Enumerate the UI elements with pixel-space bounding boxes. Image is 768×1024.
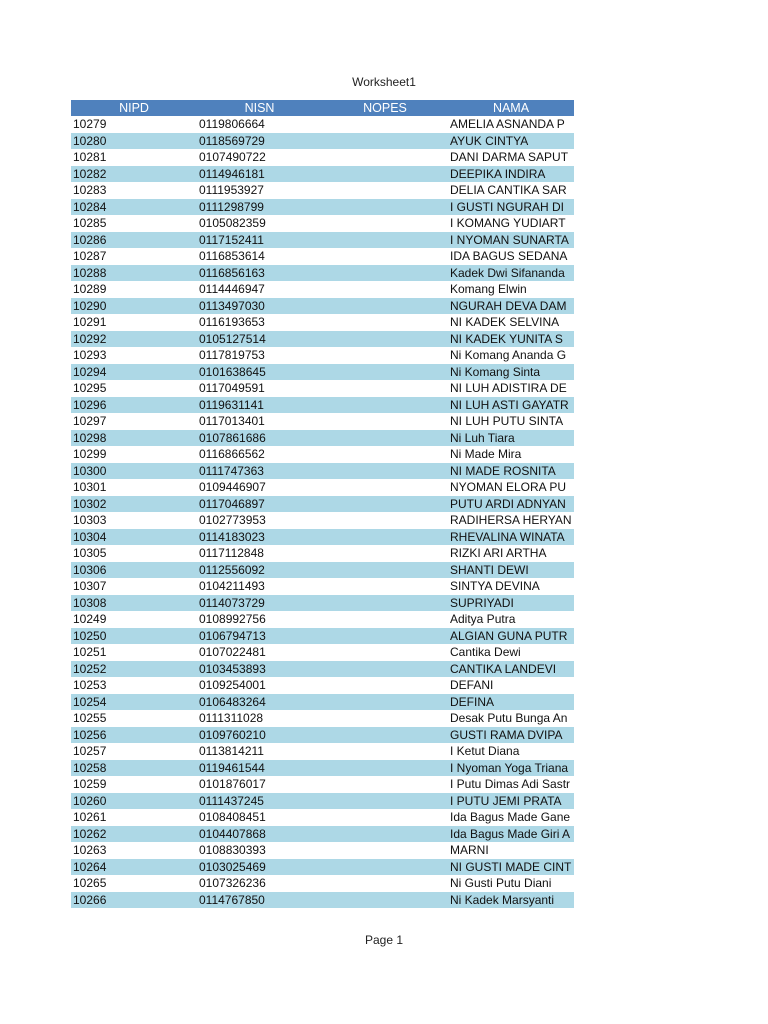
table-row: [71, 710, 574, 727]
cell-nipd[interactable]: 10280: [71, 133, 197, 150]
cell-nama[interactable]: Kadek Dwi Sifananda: [448, 265, 574, 282]
table-row: [71, 512, 574, 529]
table-row: [71, 133, 574, 150]
cell-nipd[interactable]: 10254: [71, 694, 197, 711]
cell-nama[interactable]: MARNI: [450, 843, 489, 858]
cell-nipd[interactable]: 10292: [71, 331, 197, 348]
table-row: [71, 611, 574, 628]
cell-nisn[interactable]: 0117152411: [197, 232, 322, 249]
table-row: [71, 314, 574, 331]
table-row: [71, 166, 574, 183]
table-row: [71, 248, 574, 265]
table-row: [71, 628, 574, 645]
table-row: [71, 281, 574, 298]
cell-nipd[interactable]: 10261: [73, 810, 107, 825]
cell-nopes[interactable]: [322, 892, 448, 909]
cell-nopes[interactable]: [322, 760, 448, 777]
cell-nopes[interactable]: [322, 496, 448, 513]
cell-nisn[interactable]: 0103025469: [197, 859, 322, 876]
cell-nama[interactable]: NI KADEK YUNITA S: [448, 331, 574, 348]
cell-nipd[interactable]: 10282: [71, 166, 197, 183]
table-row: [71, 331, 574, 348]
cell-nama[interactable]: CANTIKA LANDEVI: [448, 661, 574, 678]
cell-nama[interactable]: I KOMANG YUDIART: [450, 216, 566, 231]
table-row: [71, 116, 574, 133]
table-row: [71, 694, 574, 711]
cell-nopes[interactable]: [322, 809, 448, 826]
cell-nipd[interactable]: 10253: [73, 678, 107, 693]
cell-nipd[interactable]: 10290: [71, 298, 197, 315]
cell-nisn[interactable]: 0114946181: [197, 166, 322, 183]
cell-nisn[interactable]: 0119461544: [197, 760, 322, 777]
page-number: Page 1: [364, 933, 404, 947]
cell-nama[interactable]: NI KADEK SELVINA: [450, 315, 560, 330]
cell-nama[interactable]: Ni Gusti Putu Diani: [450, 876, 552, 891]
table-row: [71, 496, 574, 513]
cell-nisn[interactable]: 0107326236: [199, 876, 266, 891]
cell-nama[interactable]: ALGIAN GUNA PUTR: [448, 628, 574, 645]
cell-nama[interactable]: I Putu Dimas Adi Sastr: [450, 777, 571, 792]
cell-nisn[interactable]: 0106483264: [197, 694, 322, 711]
cell-nipd[interactable]: 10308: [71, 595, 197, 612]
cell-nopes[interactable]: [322, 446, 448, 463]
column-header-nama[interactable]: NAMA: [448, 100, 574, 116]
cell-nama[interactable]: NYOMAN ELORA PU: [450, 480, 567, 495]
table-row: [71, 347, 574, 364]
cell-nama[interactable]: NI LUH ASTI GAYATR: [448, 397, 574, 414]
table-row: [71, 661, 574, 678]
cell-nopes[interactable]: [322, 842, 448, 859]
table-row: [71, 875, 574, 892]
cell-nipd[interactable]: 10300: [71, 463, 197, 480]
cell-nopes[interactable]: [322, 166, 448, 183]
cell-nipd[interactable]: 10284: [71, 199, 197, 216]
cell-nama[interactable]: Ni Kadek Marsyanti: [448, 892, 574, 909]
cell-nisn[interactable]: 0101638645: [197, 364, 322, 381]
cell-nisn[interactable]: 0108992756: [199, 612, 266, 627]
cell-nama[interactable]: GUSTI RAMA DVIPA: [448, 727, 574, 744]
cell-nipd[interactable]: 10288: [71, 265, 197, 282]
sheet-title: Worksheet1: [352, 75, 416, 89]
cell-nipd[interactable]: 10255: [73, 711, 107, 726]
cell-nisn[interactable]: 0114446947: [199, 282, 265, 297]
cell-nopes[interactable]: [322, 562, 448, 579]
cell-nama[interactable]: IDA BAGUS SEDANA: [450, 249, 568, 264]
cell-nopes[interactable]: [322, 776, 448, 793]
cell-nipd[interactable]: 10279: [73, 117, 107, 132]
cell-nopes[interactable]: [322, 677, 448, 694]
cell-nisn[interactable]: 0117819753: [199, 348, 265, 363]
cell-nisn[interactable]: 0113497030: [197, 298, 322, 315]
cell-nopes[interactable]: [322, 545, 448, 562]
cell-nipd[interactable]: 10266: [71, 892, 197, 909]
cell-nipd[interactable]: 10302: [71, 496, 197, 513]
cell-nipd[interactable]: 10304: [71, 529, 197, 546]
table-row: [71, 479, 574, 496]
cell-nopes[interactable]: [322, 529, 448, 546]
cell-nopes[interactable]: [322, 215, 448, 232]
table-row: [71, 809, 574, 826]
cell-nopes[interactable]: [322, 463, 448, 480]
cell-nipd[interactable]: 10306: [71, 562, 197, 579]
cell-nisn[interactable]: 0116193653: [199, 315, 265, 330]
cell-nipd[interactable]: 10251: [73, 645, 107, 660]
cell-nipd[interactable]: 10265: [73, 876, 107, 891]
table-row: [71, 562, 574, 579]
cell-nopes[interactable]: [322, 364, 448, 381]
cell-nopes[interactable]: [322, 347, 448, 364]
cell-nisn[interactable]: 0111298799: [197, 199, 322, 216]
cell-nopes[interactable]: [322, 875, 448, 892]
cell-nama[interactable]: NGURAH DEVA DAM: [448, 298, 574, 315]
cell-nopes[interactable]: [322, 298, 448, 315]
cell-nopes[interactable]: [322, 859, 448, 876]
cell-nisn[interactable]: 0104407868: [197, 826, 322, 843]
cell-nisn[interactable]: 0111953927: [199, 183, 264, 198]
cell-nopes[interactable]: [322, 512, 448, 529]
cell-nisn[interactable]: 0111747363: [197, 463, 322, 480]
table-row: [71, 578, 574, 595]
cell-nama[interactable]: DEFINA: [448, 694, 574, 711]
cell-nisn[interactable]: 0114767850: [197, 892, 322, 909]
cell-nipd[interactable]: 10249: [73, 612, 107, 627]
cell-nama[interactable]: PUTU ARDI ADNYAN: [448, 496, 574, 513]
cell-nipd[interactable]: 10264: [71, 859, 197, 876]
cell-nipd[interactable]: 10259: [73, 777, 107, 792]
table-row: [71, 842, 574, 859]
cell-nisn[interactable]: 0118569729: [197, 133, 322, 150]
table-body: [71, 116, 574, 908]
cell-nisn[interactable]: 0109254001: [199, 678, 266, 693]
cell-nisn[interactable]: 0117013401: [199, 414, 265, 429]
cell-nama[interactable]: RIZKI ARI ARTHA: [450, 546, 547, 561]
cell-nama[interactable]: SHANTI DEWI: [448, 562, 574, 579]
cell-nama[interactable]: AYUK CINTYA: [448, 133, 574, 150]
cell-nisn[interactable]: 0112556092: [197, 562, 322, 579]
cell-nopes[interactable]: [322, 232, 448, 249]
cell-nipd[interactable]: 10296: [71, 397, 197, 414]
cell-nipd[interactable]: 10285: [73, 216, 107, 231]
cell-nipd[interactable]: 10295: [73, 381, 107, 396]
cell-nopes[interactable]: [322, 413, 448, 430]
cell-nisn[interactable]: 0111311028: [199, 711, 264, 726]
cell-nisn[interactable]: 0116856163: [197, 265, 322, 282]
table-row: [71, 364, 574, 381]
cell-nama[interactable]: Ida Bagus Made Gane: [450, 810, 571, 825]
table-row: [71, 677, 574, 694]
cell-nisn[interactable]: 0117112848: [199, 546, 264, 561]
cell-nopes[interactable]: [322, 380, 448, 397]
cell-nipd[interactable]: 10291: [73, 315, 107, 330]
cell-nisn[interactable]: 0114073729: [197, 595, 322, 612]
cell-nopes[interactable]: [322, 281, 448, 298]
cell-nisn[interactable]: 0114183023: [197, 529, 322, 546]
table-row: [71, 463, 574, 480]
table-row: [71, 545, 574, 562]
cell-nopes[interactable]: [322, 314, 448, 331]
cell-nopes[interactable]: [322, 149, 448, 166]
table-row: [71, 743, 574, 760]
column-header-nisn[interactable]: NISN: [197, 100, 322, 116]
cell-nama[interactable]: Komang Elwin: [450, 282, 527, 297]
header-row: [71, 100, 574, 116]
table-row: [71, 199, 574, 216]
cell-nipd[interactable]: 10252: [71, 661, 197, 678]
cell-nama[interactable]: I Ketut Diana: [450, 744, 520, 759]
cell-nopes[interactable]: [322, 578, 448, 595]
table-row: [71, 215, 574, 232]
cell-nipd[interactable]: 10283: [73, 183, 107, 198]
table-row: [71, 413, 574, 430]
cell-nipd[interactable]: 10262: [71, 826, 197, 843]
cell-nama[interactable]: DEEPIKA INDIRA: [448, 166, 574, 183]
cell-nama[interactable]: SUPRIYADI: [448, 595, 574, 612]
cell-nama[interactable]: I GUSTI NGURAH DI: [448, 199, 574, 216]
cell-nopes[interactable]: [322, 694, 448, 711]
cell-nopes[interactable]: [322, 199, 448, 216]
cell-nisn[interactable]: 0108408451: [199, 810, 266, 825]
table-row: [71, 446, 574, 463]
cell-nisn[interactable]: 0111437245: [197, 793, 322, 810]
cell-nopes[interactable]: [322, 611, 448, 628]
cell-nopes[interactable]: [322, 644, 448, 661]
cell-nisn[interactable]: 0116866562: [199, 447, 265, 462]
table-row: [71, 727, 574, 744]
cell-nama[interactable]: DEFANI: [450, 678, 494, 693]
cell-nisn[interactable]: 0117049591: [199, 381, 265, 396]
table-row: [71, 595, 574, 612]
cell-nama[interactable]: I PUTU JEMI PRATA: [448, 793, 574, 810]
cell-nama[interactable]: Ni Komang Ananda G: [450, 348, 567, 363]
cell-nopes[interactable]: [322, 793, 448, 810]
cell-nopes[interactable]: [322, 265, 448, 282]
cell-nipd[interactable]: 10289: [73, 282, 107, 297]
cell-nama[interactable]: NI MADE ROSNITA: [448, 463, 574, 480]
table-row: [71, 760, 574, 777]
table-row: [71, 397, 574, 414]
cell-nama[interactable]: Ni Komang Sinta: [448, 364, 574, 381]
column-header-nopes[interactable]: NOPES: [322, 100, 448, 116]
table-row: [71, 793, 574, 810]
cell-nisn[interactable]: 0106794713: [197, 628, 322, 645]
cell-nopes[interactable]: [322, 397, 448, 414]
cell-nisn[interactable]: 0109760210: [197, 727, 322, 744]
cell-nama[interactable]: RHEVALINA WINATA: [448, 529, 574, 546]
cell-nopes[interactable]: [322, 248, 448, 265]
cell-nipd[interactable]: 10257: [73, 744, 107, 759]
cell-nama[interactable]: Aditya Putra: [450, 612, 516, 627]
cell-nisn[interactable]: 0107490722: [199, 150, 266, 165]
table-row: [71, 430, 574, 447]
cell-nipd[interactable]: 10293: [73, 348, 107, 363]
cell-nipd[interactable]: 10258: [71, 760, 197, 777]
cell-nama[interactable]: I Nyoman Yoga Triana: [448, 760, 574, 777]
cell-nisn[interactable]: 0105127514: [197, 331, 322, 348]
cell-nisn[interactable]: 0101876017: [199, 777, 266, 792]
cell-nopes[interactable]: [322, 595, 448, 612]
cell-nama[interactable]: Ni Made Mira: [450, 447, 522, 462]
cell-nopes[interactable]: [322, 331, 448, 348]
table-row: [71, 529, 574, 546]
cell-nisn[interactable]: 0119631141: [197, 397, 322, 414]
cell-nama[interactable]: DANI DARMA SAPUT: [450, 150, 569, 165]
cell-nipd[interactable]: 10299: [73, 447, 107, 462]
cell-nisn[interactable]: 0107861686: [197, 430, 322, 447]
cell-nisn[interactable]: 0113814211: [199, 744, 264, 759]
table-row: [71, 298, 574, 315]
cell-nipd[interactable]: 10256: [71, 727, 197, 744]
cell-nipd[interactable]: 10297: [73, 414, 107, 429]
cell-nama[interactable]: RADIHERSA HERYAN: [450, 513, 572, 528]
cell-nama[interactable]: I NYOMAN SUNARTA: [448, 232, 574, 249]
data-table: [71, 100, 574, 908]
cell-nama[interactable]: Desak Putu Bunga An: [450, 711, 568, 726]
table-row: [71, 644, 574, 661]
cell-nipd[interactable]: 10301: [73, 480, 107, 495]
cell-nama[interactable]: Ni Luh Tiara: [448, 430, 574, 447]
cell-nipd[interactable]: 10298: [71, 430, 197, 447]
cell-nipd[interactable]: 10260: [71, 793, 197, 810]
cell-nipd[interactable]: 10250: [71, 628, 197, 645]
cell-nipd[interactable]: 10294: [71, 364, 197, 381]
cell-nisn[interactable]: 0107022481: [199, 645, 266, 660]
table-row: [71, 776, 574, 793]
cell-nama[interactable]: Ida Bagus Made Giri A: [448, 826, 574, 843]
cell-nisn[interactable]: 0102773953: [199, 513, 266, 528]
cell-nisn[interactable]: 0116853614: [199, 249, 265, 264]
cell-nopes[interactable]: [322, 479, 448, 496]
cell-nopes[interactable]: [322, 727, 448, 744]
table-row: [71, 892, 574, 909]
cell-nisn[interactable]: 0103453893: [197, 661, 322, 678]
cell-nopes[interactable]: [322, 430, 448, 447]
cell-nama[interactable]: AMELIA ASNANDA P: [450, 117, 565, 132]
cell-nopes[interactable]: [322, 710, 448, 727]
cell-nopes[interactable]: [322, 743, 448, 760]
table-row: [71, 380, 574, 397]
table-row: [71, 859, 574, 876]
cell-nipd[interactable]: 10307: [73, 579, 107, 594]
table-row: [71, 265, 574, 282]
cell-nopes[interactable]: [322, 116, 448, 133]
cell-nipd[interactable]: 10303: [73, 513, 107, 528]
cell-nopes[interactable]: [322, 628, 448, 645]
cell-nopes[interactable]: [322, 182, 448, 199]
cell-nipd[interactable]: 10263: [73, 843, 107, 858]
column-header-nipd[interactable]: NIPD: [71, 100, 197, 116]
cell-nopes[interactable]: [322, 826, 448, 843]
cell-nama[interactable]: NI LUH ADISTIRA DE: [450, 381, 567, 396]
cell-nopes[interactable]: [322, 661, 448, 678]
cell-nisn[interactable]: 0108830393: [199, 843, 266, 858]
cell-nisn[interactable]: 0119806664: [199, 117, 265, 132]
table-row: [71, 232, 574, 249]
cell-nama[interactable]: Cantika Dewi: [450, 645, 521, 660]
table-row: [71, 149, 574, 166]
cell-nama[interactable]: DELIA CANTIKA SAR: [450, 183, 567, 198]
cell-nama[interactable]: SINTYA DEVINA: [450, 579, 540, 594]
cell-nipd[interactable]: 10286: [71, 232, 197, 249]
cell-nipd[interactable]: 10287: [73, 249, 107, 264]
cell-nopes[interactable]: [322, 133, 448, 150]
cell-nipd[interactable]: 10281: [73, 150, 107, 165]
cell-nipd[interactable]: 10305: [73, 546, 107, 561]
table-row: [71, 182, 574, 199]
cell-nisn[interactable]: 0104211493: [199, 579, 265, 594]
cell-nisn[interactable]: 0109446907: [199, 480, 266, 495]
table-row: [71, 826, 574, 843]
cell-nama[interactable]: NI LUH PUTU SINTA: [450, 414, 564, 429]
cell-nisn[interactable]: 0105082359: [199, 216, 266, 231]
cell-nisn[interactable]: 0117046897: [197, 496, 322, 513]
cell-nama[interactable]: NI GUSTI MADE CINT: [448, 859, 574, 876]
